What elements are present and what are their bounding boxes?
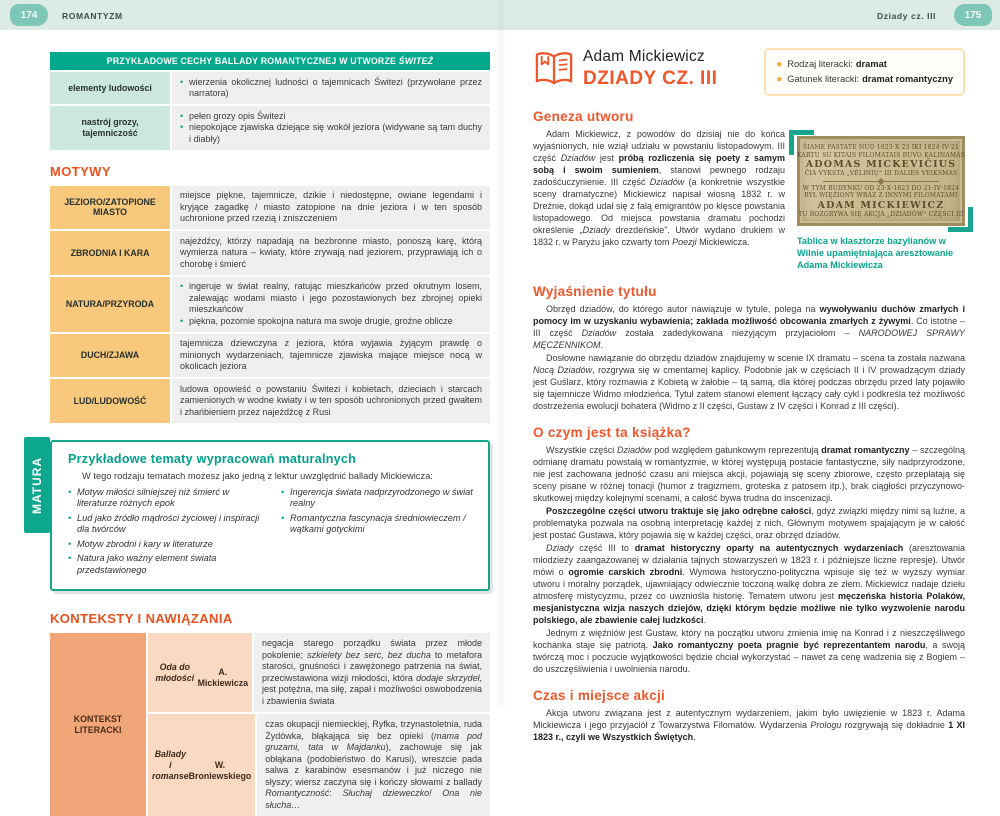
- paragraph: Akcja utworu związana jest z autentycznym wydarzeniem, jakim było uwięzienie w 1823 r. Adama Mickiewicza i jego przyjaciół z Towarzystwa Filomatów. Wydarzenia Prologu rozgrywają się dokładnie 1 XI 1823 r., czyli we Wszystkich Świętych.: [533, 708, 966, 742]
- motif-content: najeźdźcy, którzy napadają na bezbronne miasto, ponoszą karę, którą wymierza natura – kwiaty, które zrywają nad jeziorem, przyprawiają ich o chorobę i śmierć: [172, 231, 490, 275]
- work-names: [583, 48, 717, 90]
- section-heading: Geneza utworu: [533, 109, 634, 124]
- info-value: dramat romantyczny: [862, 74, 953, 84]
- motif-content: [172, 277, 490, 332]
- section-geneza: [533, 109, 965, 271]
- contexts-heading: KONTEKSTY I NAWIĄZANIA: [50, 611, 233, 626]
- right-page-column: [533, 48, 965, 743]
- motif-label: LUD/LUDOWOŚĆ: [50, 379, 170, 423]
- genre-info-box: [764, 48, 965, 96]
- bullet-item: • wierzenia okolicznej ludności o tajemnicach Świtezi (przywołane przez narratora): [180, 77, 482, 100]
- memorial-plaque-figure: [797, 132, 965, 271]
- paragraph: Obrzęd dziadów, do którego autor nawiązuje w tytule, polega na wywoływaniu duchów zmarłych i pomocy im w uzyskaniu wybawienia; zakłada możliwość obcowania zmarłych z żywymi. Co istotne – III część Dziadów została zadedykowana nieżyjącym przyjaciołom – NARODOWEJ SPRAWY MĘCZENNIKOM.: [533, 304, 966, 350]
- matura-vertical-tab: MATURA: [24, 437, 50, 533]
- matura-topic: • Lud jako źródło mądrości życiowej i inspiracji dla twórców: [68, 513, 261, 536]
- matura-intro: W tego rodzaju tematach możesz jako jedną z lektur uwzględnić ballady Mickiewicza:: [82, 470, 433, 481]
- plaque-line: BYŁ WIĘZIONY WRAZ Z INNYMI FILOMATAMI: [804, 192, 958, 199]
- bullet-item: • niepokojące zjawiska dziejące się wokół jeziora (widywane są tam duchy i diabły): [180, 122, 482, 145]
- geneza-text: [533, 128, 785, 271]
- matura-topic-columns: [68, 487, 474, 580]
- bullet-item: • piękna, pozornie spokojna natura ma swoje drugie, groźne oblicze: [180, 316, 482, 328]
- paragraph: Jednym z więźniów jest Gustaw, który na początku utworu zmienia imię na Konrad i z nieszczęśliwego kochanka staje się patriotą. Jako romantyczny poeta pragnie być reprezentantem narodu, a swoją twórczą moc i poczucie wyjątkowości będzie chciał wykorzystać – nawet za cenę wadzenia się z Bogiem – do uszczęśliwienia i uwolnienia narodu.: [533, 628, 965, 674]
- geneza-grid: [533, 128, 965, 271]
- contexts-table: [50, 633, 490, 816]
- paragraph: Poszczególne części utworu traktuje się jako odrębne całości, gdyż związki między nimi są luźne, a problematyka pozwala na osobną interpretację każdej z nich. Głównym motywem spajającym je w całość jest postać Gustawa, który pojawia się w każdej części, oraz obrzęd dziadów.: [533, 506, 965, 540]
- table-row: [50, 277, 490, 332]
- bullet-item: • ingeruje w świat realny, ratując mieszkańców przed okrutnym losem, zalewając wodami miasto i jego pozostawionych bez zbrojnej opieki mieszkańców: [180, 281, 482, 316]
- row-label: nastrój grozy, tajemniczość: [50, 106, 170, 150]
- work-title: DZIADY CZ. III: [583, 68, 718, 89]
- matura-topic: • Romantyczna fascynacja średniowieczem / wątkami gotyckimi: [281, 513, 474, 536]
- motifs-heading: MOTYWY: [50, 163, 111, 179]
- section-wyjasnienie-tytulu: [533, 284, 965, 412]
- info-label: Gatunek literacki:: [787, 74, 860, 84]
- plaque-divider: [823, 181, 939, 182]
- bullet-item: • pełen grozy opis Świtezi: [180, 111, 482, 123]
- context-description: czas okupacji niemieckiej, Ryfka, trzynastoletnia, ruda Żydówka, błąkająca się bez opieki (mama pod gruzami, tata w Majdanku), zachowuje się jak obłąkana (podobieństwo do Karusi), wreszcie pada salwa z karabinów esesmanów i już niczego nie słyszy; wiersz zaczyna się i kończy słowami z ballady Romantyczność: Słuchaj dzieweczko! Ona nie słucha…: [257, 714, 490, 816]
- section-heading: Wyjaśnienie tytułu: [533, 284, 657, 299]
- motif-content: ludowa opowieść o powstaniu Świtezi i kobietach, dzieciach i starcach zamienionych w wodne kwiaty i w ten sposób uchronionych przed gwałtem i zhańbieniem przez najeźdźcę z Rusi: [172, 379, 490, 423]
- motifs-table: [50, 186, 490, 423]
- context-work-title: Oda do młodości A. Mickiewicza: [148, 633, 252, 712]
- table-row: [50, 334, 490, 378]
- motif-content: tajemnicza dziewczyna z jeziora, która wyjawia żyjącym prawdę o minionych wydarzeniach, tajemnicze zjawiska mające miejsce nocą w okolicach jeziora: [172, 334, 490, 378]
- paragraph: Dosłowne nawiązanie do obrzędu dziadów znajdujemy w scenie IX dramatu – scena ta została nazwana Nocą Dziadów, rozgrywa się w cmentarnej kaplicy. Podobnie jak w częściach II i IV prowadzącym dziady jest Guślarz, który rozmawia z Kobietą w żałobie – tą samą, dla której podczas obrzędu przed laty pojawiło się tajemnicze Widmo młodzieńca. Tytuł zatem stanowi element łączący cały cykl i podkreśla też możliwość dostrzeżenia ewolucji bohatera (Widmo z II części, Gustaw z IV części i Konrad z III części).: [533, 353, 965, 411]
- row-content: [172, 72, 490, 104]
- page-number-left: 174: [10, 4, 48, 26]
- figure-caption: Tablica w klasztorze bazylianów w Wilnie upamiętniająca aresztowanie Adama Mickiewicza: [797, 236, 954, 270]
- matura-callout: [30, 440, 490, 592]
- bullet-icon: ●: [776, 59, 783, 70]
- section-o-czym-jest: [533, 425, 965, 675]
- section-heading: Czas i miejsce akcji: [533, 688, 666, 703]
- section-heading: O czym jest ta książka?: [533, 425, 691, 440]
- matura-topic: • Ingerencja świata nadprzyrodzonego w świat realny: [281, 487, 474, 510]
- paragraph: Adam Mickiewicz, z powodów do dzisiaj nie do końca wyjaśnionych, nie wziął udziału w powstaniu listopadowym. III część Dziadów jest próbą rozliczenia się poety z samym sobą i swoim sumieniem, stanowi pewnego rodzaju zadośćuczynienie. III część Dziadów (a konkretnie wszystkie sceny dramatyczne) Mickiewicz napisał wiosną 1832 r. w Dreźnie, dokąd udał się z falą emigrantów po klęsce powstania listopadowego. Od miejsca powstania dramatu pochodzi określenie „Dziady drezdeńskie”. Utwór wydano drukiem w 1832 r. w Paryżu jako czwarty tom Poezji Mickiewicza.: [533, 129, 785, 247]
- motif-label: NATURA/PRZYRODA: [50, 277, 170, 332]
- ballad-table-title: PRZYKŁADOWE CECHY BALLADY ROMANTYCZNEJ W UTWORZE ŚWITEŹ: [50, 52, 490, 70]
- author-name: Adam Mickiewicz: [583, 48, 705, 65]
- running-head-right: Dziady cz. III: [877, 11, 936, 21]
- motif-label: ZBRODNIA I KARA: [50, 231, 170, 275]
- info-value: dramat: [855, 59, 887, 69]
- table-row: [50, 231, 490, 275]
- left-page-column: [30, 52, 490, 816]
- table-row: [148, 714, 490, 816]
- plaque-line: ČIA VYKSTA „VĖLINIŲ“ III DALIES VEIKSMAS: [804, 170, 958, 177]
- matura-topic: • Natura jako ważny element świata przedstawionego: [68, 553, 261, 576]
- paragraph: Wszystkie części Dziadów pod względem gatunkowym reprezentują dramat romantyczny – szczególną odmianę dramatu powstałą w romantyzmie, w której występują postacie fantastyczne, siły nadprzyrodzone, nie jest zachowana jedność czasu ani miejsca akcji, pojawiają się sceny zbiorowe, często przeplatają się sceny pisane w różnej tonacji (humor z tragizmem, groteska z patosem itp.), brak ciągłości przyczynowo-skutkowej między kolejnymi scenami, a całość bywa trudna do inscenizacji.: [533, 445, 965, 503]
- section-czas-i-miejsce: [533, 688, 965, 743]
- plaque-line: ADAM MICKIEWICZ: [817, 199, 945, 211]
- table-row: [148, 633, 490, 712]
- context-work-title: Ballady i romanse W. Broniewskiego: [148, 714, 255, 816]
- running-head-left: ROMANTYZM: [62, 11, 123, 21]
- row-content: [172, 106, 490, 150]
- plaque-photo-frame: [797, 136, 965, 226]
- context-description: negacja starego porządku świata przez młode pokolenie; szkielety bez serc, bez ducha to metafora starości, gnuśności i zawężonego patrzenia na świat, przeciwstawiona wizji młodości, która dodaje skrzydeł, jest potężna, ma siłę, zapał i możliwości oswobodzenia i zbawienia świata: [254, 633, 490, 712]
- plaque-line: W TYM BUDYNKU OD 23·X·1823 DO 21·IV·1824: [802, 184, 960, 192]
- plaque-line: ŠIAME PASTATE NUO 1823·X·23 IKI 1824·IV·21: [802, 144, 960, 151]
- page-number-right: 175: [954, 4, 992, 26]
- table-row: [50, 106, 490, 150]
- genre-info-line: [776, 57, 953, 72]
- matura-box: [30, 440, 490, 592]
- table-row: [50, 186, 490, 230]
- matura-topic: • Motyw zbrodni i kary w literaturze: [68, 539, 261, 551]
- matura-heading: Przykładowe tematy wypracowań maturalnych: [68, 451, 357, 466]
- row-label: elementy ludowości: [50, 72, 170, 104]
- motif-label: JEZIORO/ZATOPIONE MIASTO: [50, 186, 170, 230]
- context-group-label: KONTEKST LITERACKI: [50, 633, 146, 816]
- page-gutter-shadow: [496, 0, 506, 707]
- bullet-icon: ●: [776, 74, 783, 85]
- genre-info-line: [776, 72, 953, 87]
- memorial-plaque-image: [797, 136, 965, 226]
- table-row: [50, 379, 490, 423]
- plaque-line: TU ROZGRYWA SIĘ AKCJA „DZIADÓW“ CZĘŚCI III: [798, 210, 964, 218]
- paragraph: Dziady część III to dramat historyczny oparty na autentycznych wydarzeniach (aresztowania młodzieży zaangażowanej w działania tajnych stowarzyszeń w 1823 r. i późniejsze liczne represje). Utwór mówi o ogromie carskich zbrodni. Wymowa historyczno-polityczna wpisuje się też w wyższy wymiar utworu i moralny porządek, ujawniający odwiecznie toczoną walkę dobra ze złem. Mickiewicz nadaje dziełu atmosferę mistycyzmu, przez co uwzniośla historię. Tematem utworu jest męczeńska historia Polaków, mesjanistyczna wizja naszych dziejów, dzięki którym będzie możliwe nie tylko wyzwolenie narodu polskiego, ale zbawienie całej ludzkości.: [533, 543, 966, 625]
- plaque-line: ADOMAS MICKEVIČIUS: [805, 159, 957, 170]
- matura-topic: • Motyw miłości silniejszej niż śmierć w literaturze różnych epok: [68, 487, 261, 510]
- table-row: [50, 72, 490, 104]
- plaque-line: KARTU SU KITAIS FILOMATAIS BUVO KALINAMAS: [796, 151, 966, 159]
- open-book-icon: [533, 50, 577, 93]
- info-label: Rodzaj literacki:: [787, 59, 853, 69]
- ballad-features-table: [50, 52, 490, 150]
- matura-topics-col1: [68, 487, 261, 580]
- context-rows: [148, 633, 490, 816]
- motif-content: miejsce piękne, tajemnicze, dzikie i niedostępne, owiane legendami i kryjące zagadkę / miasto zatopione na dnie jeziora i w ten sposób uchronione przed rzezią i zniszczeniem: [172, 186, 490, 230]
- work-title-block: [533, 48, 965, 96]
- matura-topics-col2: [281, 487, 474, 580]
- motif-label: DUCH/ZJAWA: [50, 334, 170, 378]
